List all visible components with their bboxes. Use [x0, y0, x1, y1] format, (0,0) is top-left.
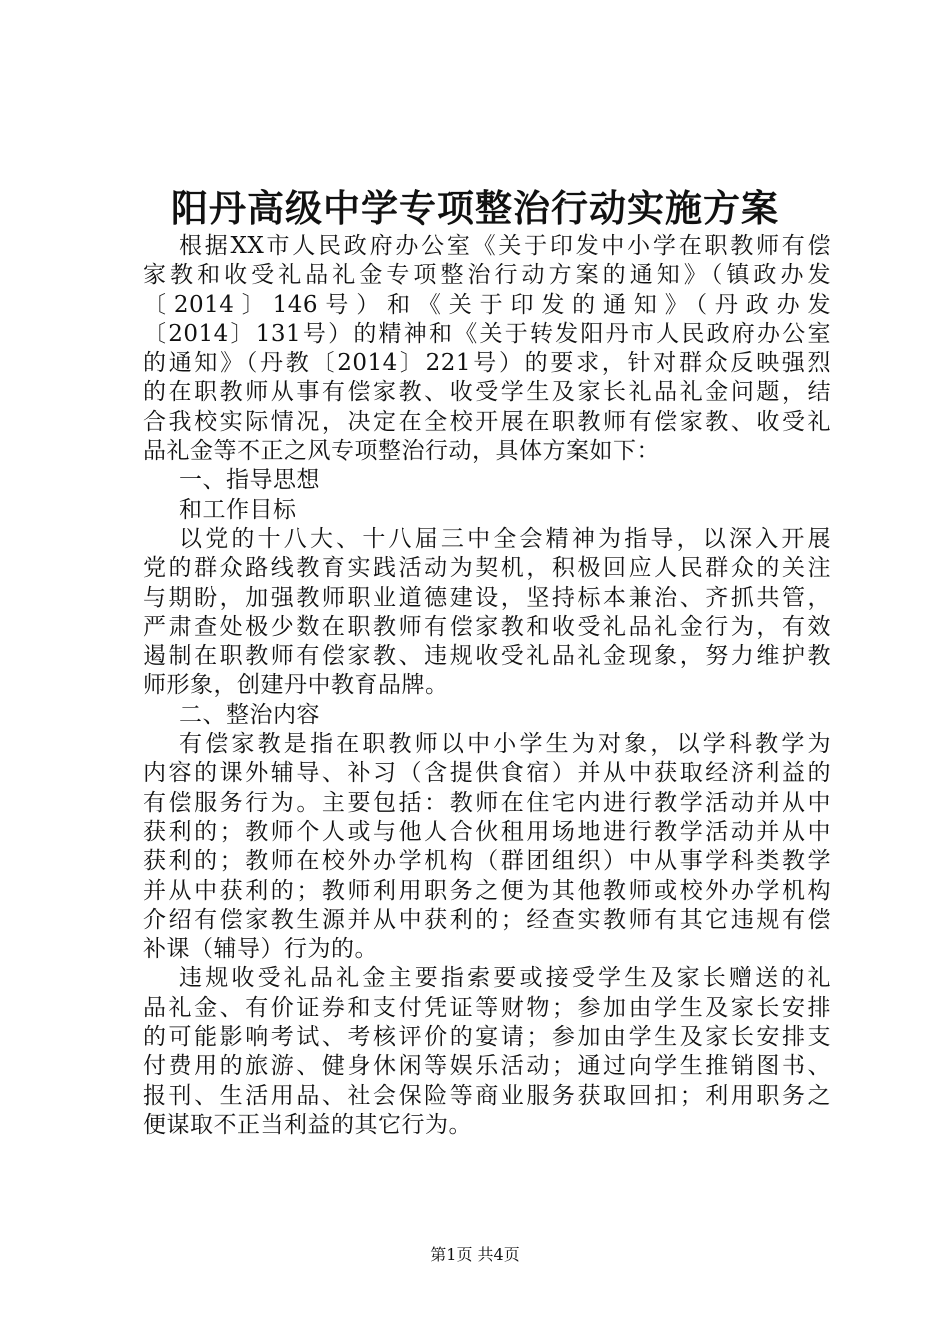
paragraph: [143, 525, 831, 701]
section-heading: 一、指导思想: [179, 467, 320, 494]
paragraph-line: 有偿服务行为。主要包括：教师在住宅内进行教学活动并从中: [143, 789, 831, 816]
paragraph-line: 有偿家教是指在职教师以中小学生为对象，以学科教学为: [179, 731, 831, 758]
paragraph-line: 获利的；教师在校外办学机构（群团组织）中从事学科类教学: [143, 848, 831, 875]
paragraph-line: 根据XX市人民政府办公室《关于印发中小学在职教师有偿: [179, 233, 831, 259]
paragraph: [143, 730, 831, 964]
paragraph-line: 〔2014〕146号）和《关于印发的通知》（丹政办发: [143, 291, 831, 318]
paragraph-line: 便谋取不正当利益的其它行为。: [143, 1111, 472, 1138]
paragraph-line: 品礼金、有价证券和支付凭证等财物；参加由学生及家长安排: [143, 994, 831, 1021]
paragraph-line: 的通知》（丹教〔2014〕221号）的要求，针对群众反映强烈: [143, 350, 831, 377]
paragraph-line: 并从中获利的；教师利用职务之便为其他教师或校外办学机构: [143, 877, 831, 904]
paragraph-line: 获利的；教师个人或与他人合伙租用场地进行教学活动并从中: [143, 818, 831, 845]
paragraph-line: 补课（辅导）行为的。: [143, 936, 378, 963]
paragraph-line: 的在职教师从事有偿家教、收受学生及家长礼品礼金问题，结: [143, 379, 831, 406]
paragraph-line: 介绍有偿家教生源并从中获利的；经查实教师有其它违规有偿: [143, 906, 831, 933]
paragraph-line: 与期盼，加强教师职业道德建设，坚持标本兼治、齐抓共管，: [143, 584, 831, 611]
paragraph-line: 严肃查处极少数在职教师有偿家教和收受礼品礼金行为，有效: [143, 613, 831, 640]
section-heading: 二、整治内容: [179, 701, 320, 728]
paragraph-line: 〔2014〕131号）的精神和《关于转发阳丹市人民政府办公室: [143, 320, 831, 347]
paragraph: [143, 232, 831, 466]
paragraph-line: 师形象，创建丹中教育品牌。: [143, 672, 449, 699]
document-body: [143, 232, 831, 1140]
paragraph-line: 付费用的旅游、健身休闲等娱乐活动；通过向学生推销图书、: [143, 1053, 831, 1080]
page-footer: 第1页 共4页: [430, 1245, 520, 1264]
paragraph-line: 报刊、生活用品、社会保险等商业服务获取回扣；利用职务之: [143, 1082, 831, 1109]
paragraph-line: 违规收受礼品礼金主要指索要或接受学生及家长赠送的礼: [179, 965, 831, 992]
paragraph-line: 品礼金等不正之风专项整治行动，具体方案如下：: [143, 438, 660, 465]
paragraph-line: 家教和收受礼品礼金专项整治行动方案的通知》（镇政办发: [143, 262, 831, 289]
paragraph-line: 内容的课外辅导、补习（含提供食宿）并从中获取经济利益的: [143, 760, 831, 787]
paragraph-line: 合我校实际情况，决定在全校开展在职教师有偿家教、收受礼: [143, 408, 831, 435]
page-title: 阳丹高级中学专项整治行动实施方案: [171, 186, 779, 230]
paragraph-line: 遏制在职教师有偿家教、违规收受礼品礼金现象，努力维护教: [143, 643, 831, 670]
paragraph-line: 以党的十八大、十八届三中全会精神为指导，以深入开展: [179, 525, 831, 552]
paragraph: [143, 964, 831, 1140]
paragraph-line: 党的群众路线教育实践活动为契机，积极回应人民群众的关注: [143, 555, 831, 582]
section-heading: 和工作目标: [179, 496, 297, 523]
paragraph-line: 的可能影响考试、考核评价的宴请；参加由学生及家长安排支: [143, 1024, 831, 1051]
